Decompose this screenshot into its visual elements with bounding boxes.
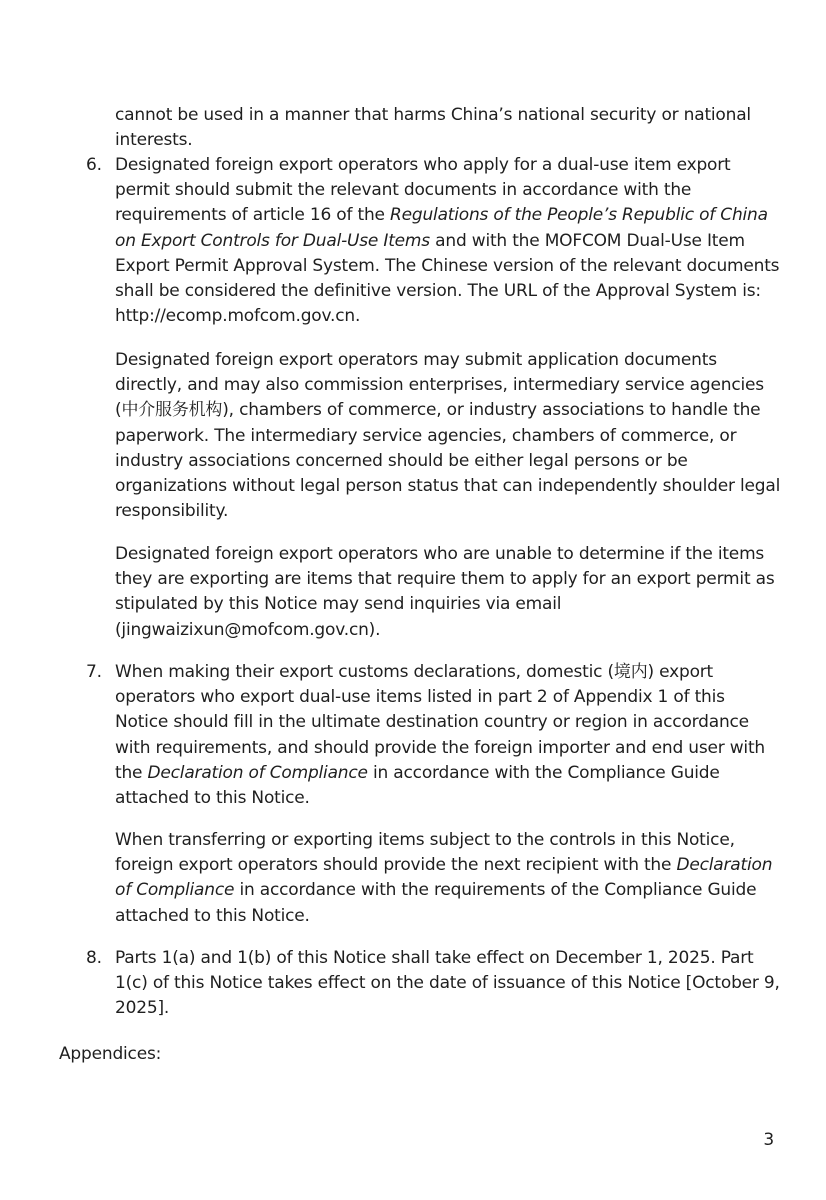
item-6-number: 6. [86,155,102,175]
cjk-term-domestic: 境内 [613,662,648,682]
item-6-paragraph-3: Designated foreign export operators who are unable to determine if the items they are exporting are items that require them to apply for an export permit as stipulated by this Notice may send inquiries via email (jingwaizixun@mofcom.gov.cn). [115,544,775,640]
item-8-paragraph: Parts 1(a) and 1(b) of this Notice shall take effect on December 1, 2025. Part 1(c) of this Notice takes effect on the date of issuance of this Notice [October 9, 2025]. [115,948,780,1019]
continuation-text: cannot be used in a manner that harms China’s national security or national interests. [115,105,751,151]
declaration-title: Declaration of Compliance [115,855,773,901]
item-7-number: 7. [86,662,102,682]
appendices-heading: Appendices: [59,1044,162,1064]
continuation-paragraph [115,103,783,153]
item-7-paragraph-2: When transferring or exporting items subject to the controls in this Notice, foreign export operators should provide the next recipient with the Declaration of Compliance in accordance with the requirements of the Compliance Guide attached to this Notice. [115,830,773,926]
item-6-paragraph-2: Designated foreign export operators may submit application documents directly, and may also commission enterprises, intermediary service agencies (中介服务机构), chambers of commerce, or industry associations to handle the paperwork. The intermediary service agencies, chambers of commerce, or industry associations concerned should be either legal persons or be organizations without legal person status that can independently shoulder legal responsibility. [115,350,781,522]
page-number: 3 [763,1130,774,1150]
item-8-number: 8. [86,948,102,968]
cjk-term-intermediary-agencies: 中介服务机构 [121,400,223,421]
regulations-title: Regulations of the People’s Republic of China on Export Controls for Dual-Use Items [115,205,768,251]
item-7-paragraph-1: When making their export customs declarations, domestic (境内) export operators who export dual-use items listed in part 2 of Appendix 1 of this Notice should fill in the ultimate destination country or region in accordance with requirements, and should provide the foreign importer and end user with the Declaration of Compliance in accordance with the Compliance Guide attached to this Notice. [115,662,765,809]
declaration-title: Declaration of Compliance [147,762,368,783]
item-6-paragraph-1: Designated foreign export operators who apply for a dual-use item export permit should submit the relevant documents in accordance with the requirements of article 16 of the Regulations of the People’s Republic of China on Export Controls for Dual-Use Items and with the MOFCOM Dual-Use Item Export Permit Approval System. The Chinese version of the relevant documents shall be considered the definitive version. The URL of the Approval System is: http://ecomp.mofcom.gov.cn. [115,155,780,327]
